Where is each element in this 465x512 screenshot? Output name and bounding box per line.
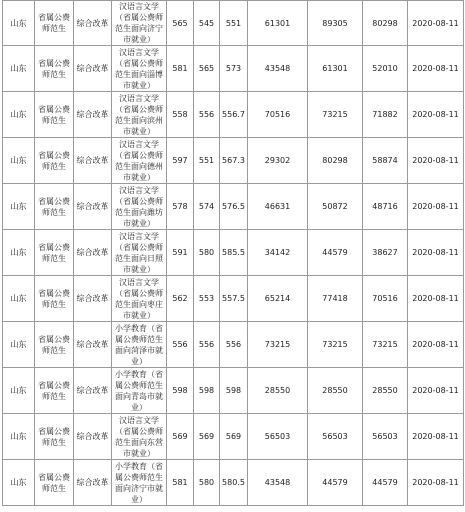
max-score-cell: 569 <box>167 414 194 460</box>
avg-score-cell: 551 <box>220 1 248 46</box>
table-row <box>3 1 464 46</box>
min-rank-cell: 50872 <box>308 184 363 230</box>
category-cell: 省属公费师范生 <box>35 368 74 414</box>
max-score-cell: 581 <box>167 460 194 506</box>
major-cell: 汉语言文学（省属公费师范生面向淄博市就业） <box>112 46 167 92</box>
province-cell: 山东 <box>3 414 35 460</box>
min-score-cell: 580 <box>194 230 220 276</box>
min-rank-cell: 44579 <box>308 460 363 506</box>
avg-rank-cell: 38627 <box>363 230 408 276</box>
min-rank-cell: 73215 <box>308 322 363 368</box>
table-row <box>3 46 464 92</box>
province-cell: 山东 <box>3 46 35 92</box>
max-rank-cell: 29302 <box>248 138 308 184</box>
avg-rank-cell: 73215 <box>363 322 408 368</box>
date-cell: 2020-08-11 <box>408 368 464 414</box>
table-body <box>3 1 464 506</box>
min-rank-cell: 77418 <box>308 276 363 322</box>
major-cell: 汉语言文学（省属公费师范生面向枣庄市就业） <box>112 276 167 322</box>
avg-score-cell: 585.5 <box>220 230 248 276</box>
avg-score-cell: 576.5 <box>220 184 248 230</box>
min-score-cell: 574 <box>194 184 220 230</box>
min-rank-cell: 28550 <box>308 368 363 414</box>
table-row <box>3 92 464 138</box>
type-cell: 综合改革 <box>74 276 112 322</box>
category-cell: 省属公费师范生 <box>35 460 74 506</box>
table-row <box>3 414 464 460</box>
min-rank-cell: 61301 <box>308 46 363 92</box>
category-cell: 省属公费师范生 <box>35 322 74 368</box>
avg-score-cell: 567.3 <box>220 138 248 184</box>
max-rank-cell: 46631 <box>248 184 308 230</box>
min-score-cell: 551 <box>194 138 220 184</box>
date-cell: 2020-08-11 <box>408 460 464 506</box>
max-rank-cell: 73215 <box>248 322 308 368</box>
major-cell: 小学教育（省属公费师范生面向菏泽市就业） <box>112 322 167 368</box>
category-cell: 省属公费师范生 <box>35 184 74 230</box>
avg-score-cell: 556 <box>220 322 248 368</box>
province-cell: 山东 <box>3 230 35 276</box>
type-cell: 综合改革 <box>74 138 112 184</box>
avg-rank-cell: 48716 <box>363 184 408 230</box>
avg-rank-cell: 58874 <box>363 138 408 184</box>
avg-rank-cell: 70516 <box>363 276 408 322</box>
table-row <box>3 138 464 184</box>
max-score-cell: 556 <box>167 322 194 368</box>
category-cell: 省属公费师范生 <box>35 414 74 460</box>
date-cell: 2020-08-11 <box>408 322 464 368</box>
type-cell: 综合改革 <box>74 184 112 230</box>
min-score-cell: 556 <box>194 92 220 138</box>
date-cell: 2020-08-11 <box>408 92 464 138</box>
category-cell: 省属公费师范生 <box>35 230 74 276</box>
max-score-cell: 581 <box>167 46 194 92</box>
min-rank-cell: 56503 <box>308 414 363 460</box>
avg-score-cell: 598 <box>220 368 248 414</box>
type-cell: 综合改革 <box>74 46 112 92</box>
table-row <box>3 322 464 368</box>
major-cell: 汉语言文学（省属公费师范生面向日照市就业） <box>112 230 167 276</box>
major-cell: 汉语言文学（省属公费师范生面向潍坊市就业） <box>112 184 167 230</box>
max-rank-cell: 65214 <box>248 276 308 322</box>
max-rank-cell: 43548 <box>248 46 308 92</box>
type-cell: 综合改革 <box>74 322 112 368</box>
category-cell: 省属公费师范生 <box>35 92 74 138</box>
avg-rank-cell: 71882 <box>363 92 408 138</box>
category-cell: 省属公费师范生 <box>35 46 74 92</box>
min-rank-cell: 89305 <box>308 1 363 46</box>
table-row <box>3 184 464 230</box>
major-cell: 小学教育（省属公费师范生面向青岛市就业） <box>112 368 167 414</box>
avg-rank-cell: 56503 <box>363 414 408 460</box>
province-cell: 山东 <box>3 322 35 368</box>
date-cell: 2020-08-11 <box>408 276 464 322</box>
date-cell: 2020-08-11 <box>408 1 464 46</box>
province-cell: 山东 <box>3 138 35 184</box>
type-cell: 综合改革 <box>74 1 112 46</box>
avg-rank-cell: 80298 <box>363 1 408 46</box>
date-cell: 2020-08-11 <box>408 414 464 460</box>
table-row <box>3 460 464 506</box>
avg-rank-cell: 44579 <box>363 460 408 506</box>
min-score-cell: 580 <box>194 460 220 506</box>
min-score-cell: 598 <box>194 368 220 414</box>
major-cell: 汉语言文学（省属公费师范生面向德州市就业） <box>112 138 167 184</box>
min-score-cell: 565 <box>194 46 220 92</box>
min-score-cell: 553 <box>194 276 220 322</box>
category-cell: 省属公费师范生 <box>35 1 74 46</box>
table-row <box>3 276 464 322</box>
min-score-cell: 556 <box>194 322 220 368</box>
avg-score-cell: 573 <box>220 46 248 92</box>
avg-score-cell: 556.7 <box>220 92 248 138</box>
max-score-cell: 565 <box>167 1 194 46</box>
category-cell: 省属公费师范生 <box>35 138 74 184</box>
max-score-cell: 597 <box>167 138 194 184</box>
category-cell: 省属公费师范生 <box>35 276 74 322</box>
avg-score-cell: 580.5 <box>220 460 248 506</box>
avg-rank-cell: 52010 <box>363 46 408 92</box>
admission-score-table <box>2 0 464 506</box>
max-rank-cell: 56503 <box>248 414 308 460</box>
min-rank-cell: 44579 <box>308 230 363 276</box>
avg-score-cell: 569 <box>220 414 248 460</box>
type-cell: 综合改革 <box>74 414 112 460</box>
max-rank-cell: 43548 <box>248 460 308 506</box>
table-row <box>3 230 464 276</box>
date-cell: 2020-08-11 <box>408 184 464 230</box>
province-cell: 山东 <box>3 1 35 46</box>
province-cell: 山东 <box>3 92 35 138</box>
max-score-cell: 591 <box>167 230 194 276</box>
major-cell: 汉语言文学（省属公费师范生面向济宁市就业） <box>112 1 167 46</box>
min-score-cell: 545 <box>194 1 220 46</box>
avg-rank-cell: 28550 <box>363 368 408 414</box>
major-cell: 小学教育（省属公费师范生面向济宁市就业） <box>112 460 167 506</box>
major-cell: 汉语言文学（省属公费师范生面向东营市就业） <box>112 414 167 460</box>
min-score-cell: 569 <box>194 414 220 460</box>
province-cell: 山东 <box>3 460 35 506</box>
max-rank-cell: 34142 <box>248 230 308 276</box>
major-cell: 汉语言文学（省属公费师范生面向滨州市就业） <box>112 92 167 138</box>
max-score-cell: 558 <box>167 92 194 138</box>
province-cell: 山东 <box>3 276 35 322</box>
max-score-cell: 578 <box>167 184 194 230</box>
type-cell: 综合改革 <box>74 92 112 138</box>
type-cell: 综合改革 <box>74 368 112 414</box>
max-rank-cell: 61301 <box>248 1 308 46</box>
province-cell: 山东 <box>3 368 35 414</box>
max-rank-cell: 70516 <box>248 92 308 138</box>
max-score-cell: 598 <box>167 368 194 414</box>
table-row <box>3 368 464 414</box>
min-rank-cell: 73215 <box>308 92 363 138</box>
max-score-cell: 562 <box>167 276 194 322</box>
date-cell: 2020-08-11 <box>408 46 464 92</box>
province-cell: 山东 <box>3 184 35 230</box>
max-rank-cell: 28550 <box>248 368 308 414</box>
date-cell: 2020-08-11 <box>408 138 464 184</box>
type-cell: 综合改革 <box>74 460 112 506</box>
min-rank-cell: 80298 <box>308 138 363 184</box>
type-cell: 综合改革 <box>74 230 112 276</box>
date-cell: 2020-08-11 <box>408 230 464 276</box>
avg-score-cell: 557.5 <box>220 276 248 322</box>
